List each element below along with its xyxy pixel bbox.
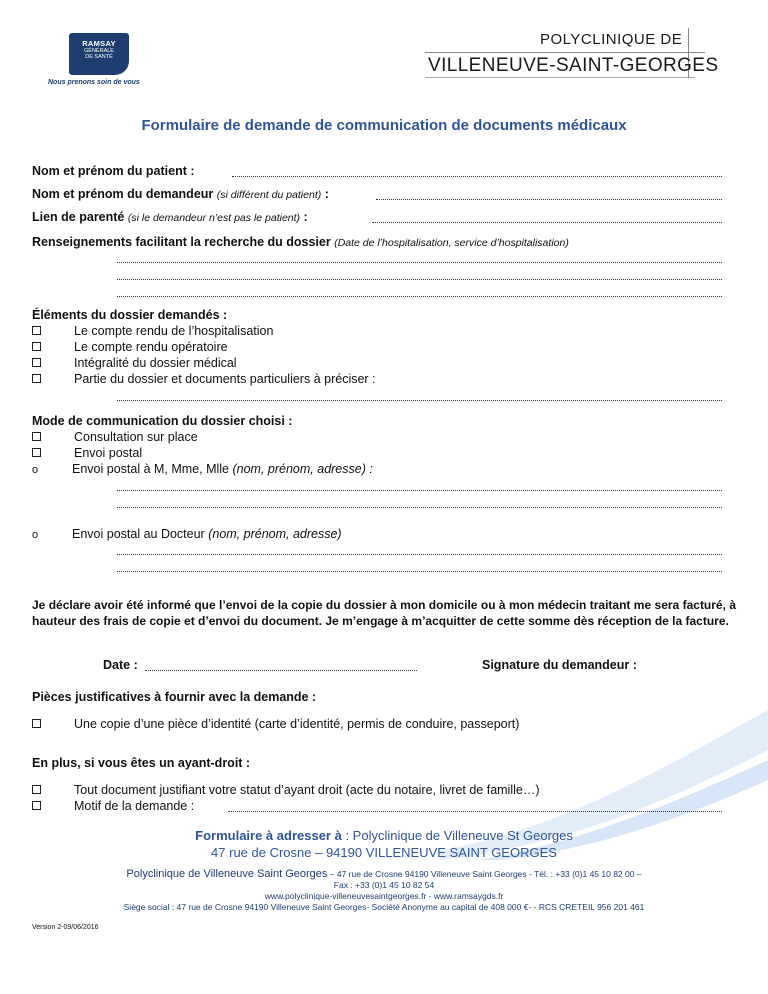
pieces-heading: Pièces justificatives à fournir avec la demande : [32, 690, 317, 704]
checkbox-icon[interactable] [32, 448, 41, 457]
ayant-droit-item-label: Tout document justifiant votre statut d’ayant droit (acte du notaire, livret de famille…) [74, 783, 540, 797]
date-label: Date : [103, 658, 138, 672]
logo-line3: DE SANTÉ [85, 54, 113, 60]
clinic-info-fax: Fax : +33 (0)1 45 10 82 54 [333, 880, 435, 890]
mailing-address-line1 [0, 827, 768, 844]
ayant-droit-item-label: Motif de la demande : [74, 799, 195, 813]
logo-tagline: Nous prenons soin de vous [48, 79, 140, 86]
mode-item-onsite[interactable] [32, 429, 198, 445]
clinic-name-line2: VILLENEUVE-SAINT-GEORGES [428, 55, 719, 76]
relation-note: (si le demandeur n’est pas le patient) [127, 212, 301, 224]
ramsay-logo [69, 33, 129, 75]
elements-heading: Éléments du dossier demandés : [32, 308, 228, 322]
doctor-address-line1[interactable] [117, 554, 722, 555]
doctor-address-line2[interactable] [117, 571, 722, 572]
requester-colon: : [324, 187, 329, 201]
postal-address-line2[interactable] [117, 507, 722, 508]
checkbox-icon[interactable] [32, 801, 41, 810]
requester-name-label: Nom et prénom du demandeur [32, 187, 214, 201]
clinic-info-websites: www.polyclinique-villeneuvesaintgeorges.fr - www.ramsaygds.fr [264, 891, 504, 901]
mode-item-label: Envoi postal à M, Mme, Mlle [72, 462, 229, 476]
patient-name-field[interactable] [232, 176, 722, 177]
mode-item-label: Consultation sur place [74, 430, 198, 444]
relation-colon: : [303, 210, 308, 224]
ayant-droit-item[interactable] [32, 782, 540, 798]
pieces-item[interactable] [32, 716, 519, 732]
checkbox-icon[interactable] [32, 342, 41, 351]
requester-name-field[interactable] [376, 199, 722, 200]
mode-item-postal-person[interactable] [32, 461, 373, 478]
mode-item-postal-doctor[interactable] [32, 526, 342, 543]
search-label: Renseignements facilitant la recherche du dossier [32, 235, 331, 249]
circle-bullet-icon[interactable]: o [32, 464, 39, 476]
requester-note: (si différent du patient) [216, 189, 322, 201]
requester-row [32, 186, 329, 203]
checkbox-icon[interactable] [32, 719, 41, 728]
clinic-info-line1 [0, 869, 768, 880]
mode-item-note: (nom, prénom, adresse) : [232, 462, 373, 476]
clinic-info-name: Polyclinique de Villeneuve Saint Georges [126, 868, 328, 880]
checkbox-icon[interactable] [32, 358, 41, 367]
ayant-droit-heading: En plus, si vous êtes un ayant-droit : [32, 756, 251, 770]
checkbox-icon[interactable] [32, 374, 41, 383]
element-item[interactable] [32, 371, 376, 387]
search-field-line3[interactable] [117, 296, 722, 297]
ayant-droit-item[interactable] [32, 798, 194, 814]
search-row [32, 234, 569, 251]
element-item-label: Partie du dossier et documents particuliers à préciser : [74, 372, 376, 386]
checkbox-icon[interactable] [32, 432, 41, 441]
checkbox-icon[interactable] [32, 326, 41, 335]
mailing-address-clinic: : Polyclinique de Villeneuve St Georges [341, 828, 573, 843]
form-title: Formulaire de demande de communication de documents médicaux [141, 117, 627, 134]
mode-item-note: (nom, prénom, adresse) [208, 527, 342, 541]
element-item[interactable] [32, 323, 273, 339]
clinic-logo-rule [425, 52, 705, 53]
element-item[interactable] [32, 355, 237, 371]
mailing-address-line2: 47 rue de Crosne – 94190 VILLENEUVE SAINT GEORGES [211, 845, 557, 860]
clinic-logo-rule-bottom [425, 77, 695, 78]
mode-item-label: Envoi postal au Docteur [72, 527, 205, 541]
logo-line1: RAMSAY [82, 39, 116, 48]
mode-item-label: Envoi postal [74, 446, 143, 460]
mailing-address [0, 827, 768, 861]
search-field-line1[interactable] [117, 262, 722, 263]
version-label: Version 2-09/06/2016 [32, 924, 99, 931]
mailing-address-label: Formulaire à adresser à [195, 828, 342, 843]
element-item[interactable] [32, 339, 228, 355]
element-item-label: Le compte rendu opératoire [74, 340, 228, 354]
postal-address-line1[interactable] [117, 490, 722, 491]
elements-detail-field[interactable] [117, 400, 722, 401]
search-field-line2[interactable] [117, 279, 722, 280]
signature-label: Signature du demandeur : [482, 658, 637, 672]
mode-heading: Mode de communication du dossier choisi : [32, 414, 293, 428]
date-field[interactable] [145, 670, 417, 671]
clinic-info [0, 869, 768, 913]
motif-field[interactable] [228, 811, 722, 812]
logo-line2: GÉNÉRALE [84, 48, 114, 54]
patient-name-label: Nom et prénom du patient : [32, 164, 195, 178]
clinic-info-address: – 47 rue de Crosne 94190 Villeneuve Saint Georges - Tél. : +33 (0)1 45 10 82 00 – [327, 869, 642, 879]
pieces-item-label: Une copie d’une pièce d’identité (carte d’identité, permis de conduire, passeport) [74, 717, 520, 731]
checkbox-icon[interactable] [32, 785, 41, 794]
relation-label: Lien de parenté [32, 210, 125, 224]
search-note: (Date de l’hospitalisation, service d’hospitalisation) [334, 237, 569, 249]
relation-row [32, 209, 308, 226]
circle-bullet-icon[interactable]: o [32, 529, 39, 541]
clinic-name-line1: POLYCLINIQUE DE [540, 31, 683, 48]
clinic-info-siege: Siège social : 47 rue de Crosne 94190 Villeneuve Saint Georges- Société Anonyme au capital de 408 000 €- - RCS CRETEIL 956 201 461 [123, 902, 645, 912]
element-item-label: Le compte rendu de l’hospitalisation [74, 324, 274, 338]
relation-field[interactable] [372, 222, 722, 223]
declaration-text: Je déclare avoir été informé que l’envoi de la copie du dossier à mon domicile ou à mon médecin traitant me sera facturé, à hauteur des frais de copie et d’envoi du document. Je m’engage à m’acquitter de cette somme dès réception de la facture. [32, 598, 736, 628]
element-item-label: Intégralité du dossier médical [74, 356, 237, 370]
mode-item-postal[interactable] [32, 445, 142, 461]
